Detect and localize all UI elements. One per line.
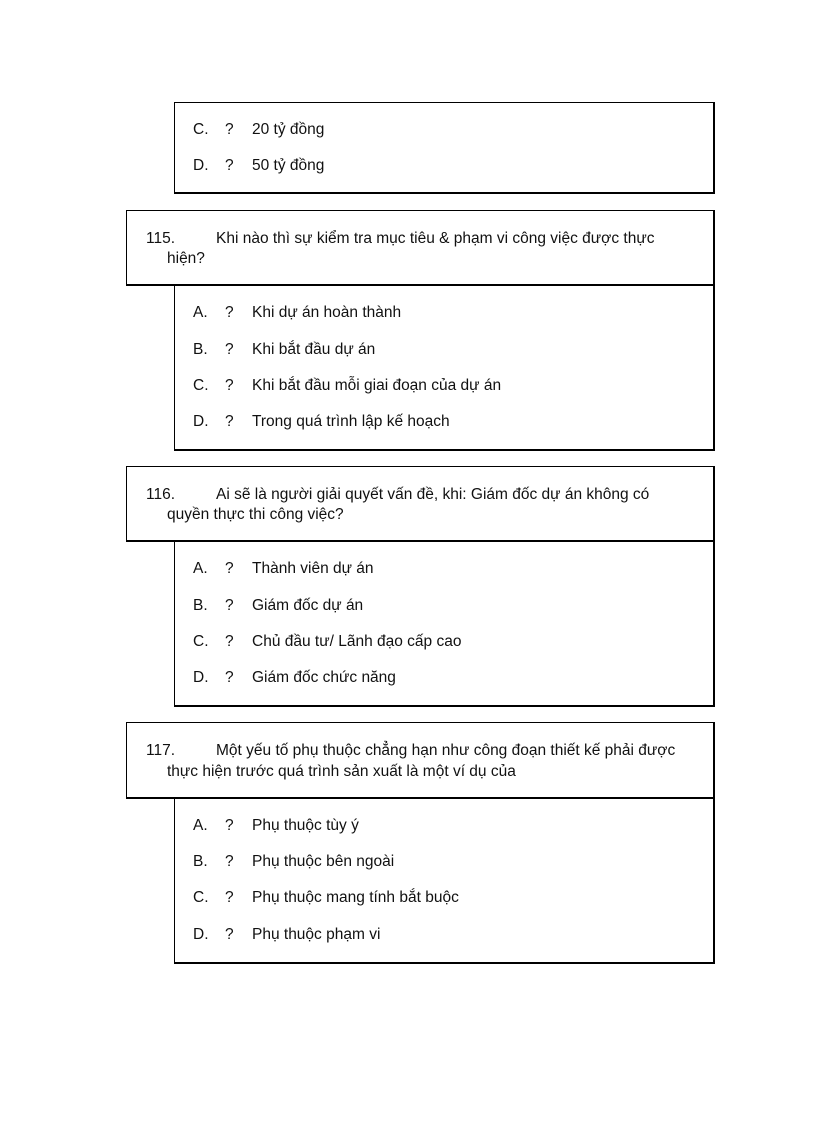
option-text: Chủ đầu tư/ Lãnh đạo cấp cao [252, 633, 462, 650]
option-text: Phụ thuộc mang tính bắt buộc [252, 889, 459, 906]
option-b: B. ? Giám đốc dự án [193, 597, 364, 614]
option-text: Trong quá trình lập kế hoạch [252, 413, 450, 430]
question-box-117 [126, 722, 715, 799]
question-box-116 [126, 466, 715, 542]
option-a: A. ? Thành viên dự án [193, 560, 374, 577]
question-117-line1: 117. Một yếu tố phụ thuộc chẳng hạn như công đoạn thiết kế phải được [146, 742, 676, 759]
option-text: Phụ thuộc tùy ý [252, 817, 359, 834]
option-text: 20 tỷ đồng [252, 121, 325, 138]
option-text: Giám đốc chức năng [252, 669, 396, 686]
question-116-line1: 116. Ai sẽ là người giải quyết vấn đề, khi: Giám đốc dự án không có [146, 486, 650, 503]
option-d: D. ? Phụ thuộc phạm vi [193, 926, 381, 943]
option-c: C. ? 20 tỷ đồng [193, 121, 325, 138]
option-text: Thành viên dự án [252, 560, 374, 577]
option-b: B. ? Khi bắt đầu dự án [193, 341, 376, 358]
option-c: C. ? Chủ đầu tư/ Lãnh đạo cấp cao [193, 633, 462, 650]
option-d: D. ? 50 tỷ đồng [193, 157, 325, 174]
question-116-line2: quyền thực thi công việc? [167, 506, 344, 523]
option-text: 50 tỷ đồng [252, 157, 325, 174]
option-a: A. ? Khi dự án hoàn thành [193, 304, 402, 321]
options-box-prev [174, 102, 715, 194]
option-text: Giám đốc dự án [252, 597, 364, 614]
question-box-115 [126, 210, 715, 286]
option-text: Khi dự án hoàn thành [252, 304, 402, 321]
option-b: B. ? Phụ thuộc bên ngoài [193, 853, 395, 870]
question-number: 115. [146, 230, 176, 247]
question-117-line2: thực hiện trước quá trình sản xuất là một ví dụ của [167, 763, 516, 780]
option-c: C. ? Phụ thuộc mang tính bắt buộc [193, 889, 459, 906]
question-number: 116. [146, 486, 176, 503]
option-c: C. ? Khi bắt đầu mỗi giai đoạn của dự án [193, 377, 502, 394]
question-number: 117. [146, 742, 176, 759]
question-115-line2: hiện? [167, 250, 205, 267]
option-text: Phụ thuộc phạm vi [252, 926, 381, 943]
question-115-line1: 115. Khi nào thì sự kiểm tra mục tiêu & phạm vi công việc được thực [146, 230, 655, 247]
option-text: Khi bắt đầu dự án [252, 341, 376, 358]
option-a: A. ? Phụ thuộc tùy ý [193, 817, 359, 834]
option-text: Phụ thuộc bên ngoài [252, 853, 395, 870]
option-text: Khi bắt đầu mỗi giai đoạn của dự án [252, 377, 502, 394]
option-d: D. ? Trong quá trình lập kế hoạch [193, 413, 450, 430]
option-d: D. ? Giám đốc chức năng [193, 669, 396, 686]
